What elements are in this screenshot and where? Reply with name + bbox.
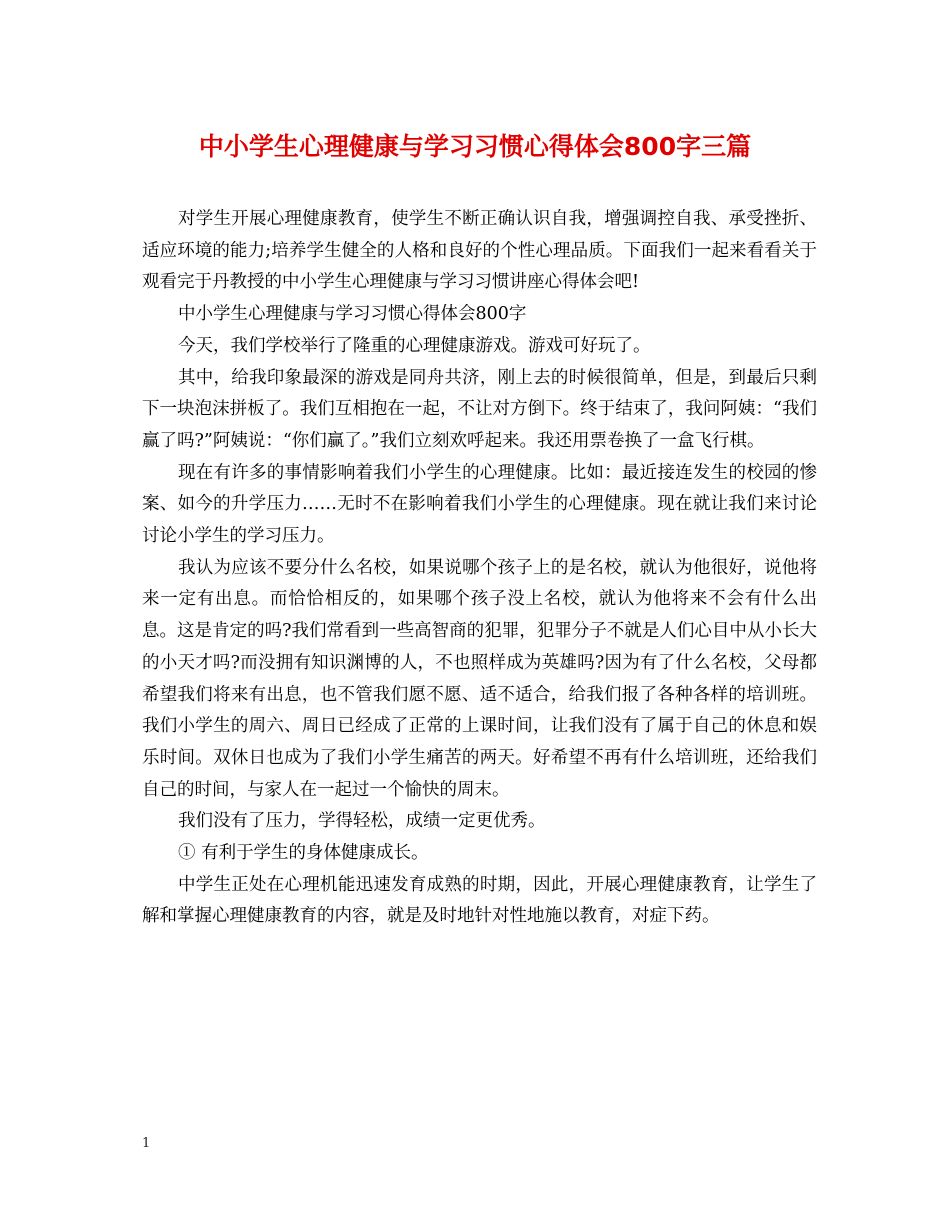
paragraph-subtitle: 中小学生心理健康与学习习惯心得体会800字	[178, 304, 527, 325]
document-body	[142, 204, 817, 933]
document-title: 中小学生心理健康与学习习惯心得体会800字三篇	[198, 132, 752, 161]
paragraph-game: 今天，我们学校举行了隆重的心理健康游戏。游戏可好玩了。	[178, 335, 651, 356]
paragraph-game-detail: 其中，给我印象最深的游戏是同舟共济，刚上去的时候很简单，但是，到最后只剩下一块泡沫拼板了。我们互相抱在一起，不让对方倒下。终于结束了，我问阿姨：“我们赢了吗?”阿姨说：“你们赢了。”我们立刻欢呼起来。我还用票卷换了一盒飞行棋。	[142, 367, 817, 451]
paragraph-no-pressure: 我们没有了压力，学得轻松，成绩一定更优秀。	[178, 811, 546, 832]
paragraph-pressure: 现在有许多的事情影响着我们小学生的心理健康。比如：最近接连发生的校园的惨案、如今的升学压力……无时不在影响着我们小学生的心理健康。现在就让我们来讨论讨论小学生的学习压力。	[142, 462, 817, 547]
paragraph-opinion: 我认为应该不要分什么名校，如果说哪个孩子上的是名校，就认为他很好，说他将来一定有出息。而恰恰相反的，如果哪个孩子没上名校，就认为他将来不会有什么出息。这是肯定的吗?我们常看到一些高智商的犯罪，犯罪分子不就是人们心目中从小长大的小天才吗?而没拥有知识渊博的人，不也照样成为英雄吗?因为有了什么名校，父母都希望我们将来有出息，也不管我们愿不愿、适不适合，给我们报了各种各样的培训班。我们小学生的周六、周日已经成了正常的上课时间，让我们没有了属于自己的休息和娱乐时间。双休日也成为了我们小学生痛苦的两天。好希望不再有什么培训班，还给我们自己的时间，与家人在一起过一个愉快的周末。	[142, 557, 817, 800]
paragraph-intro: 对学生开展心理健康教育，使学生不断正确认识自我，增强调控自我、承受挫折、适应环境的能力;培养学生健全的人格和良好的个性心理品质。下面我们一起来看看关于观看完于丹教授的中小学生心理健康与学习习惯讲座心得体会吧!	[142, 209, 817, 293]
paragraph-middle-school: 中学生正处在心理机能迅速发育成熟的时期，因此，开展心理健康教育，让学生了解和掌握心理健康教育的内容，就是及时地针对性地施以教育，对症下药。	[142, 874, 817, 927]
paragraph-point-one: ① 有利于学生的身体健康成长。	[178, 843, 429, 864]
page-number: 1	[142, 1136, 151, 1151]
